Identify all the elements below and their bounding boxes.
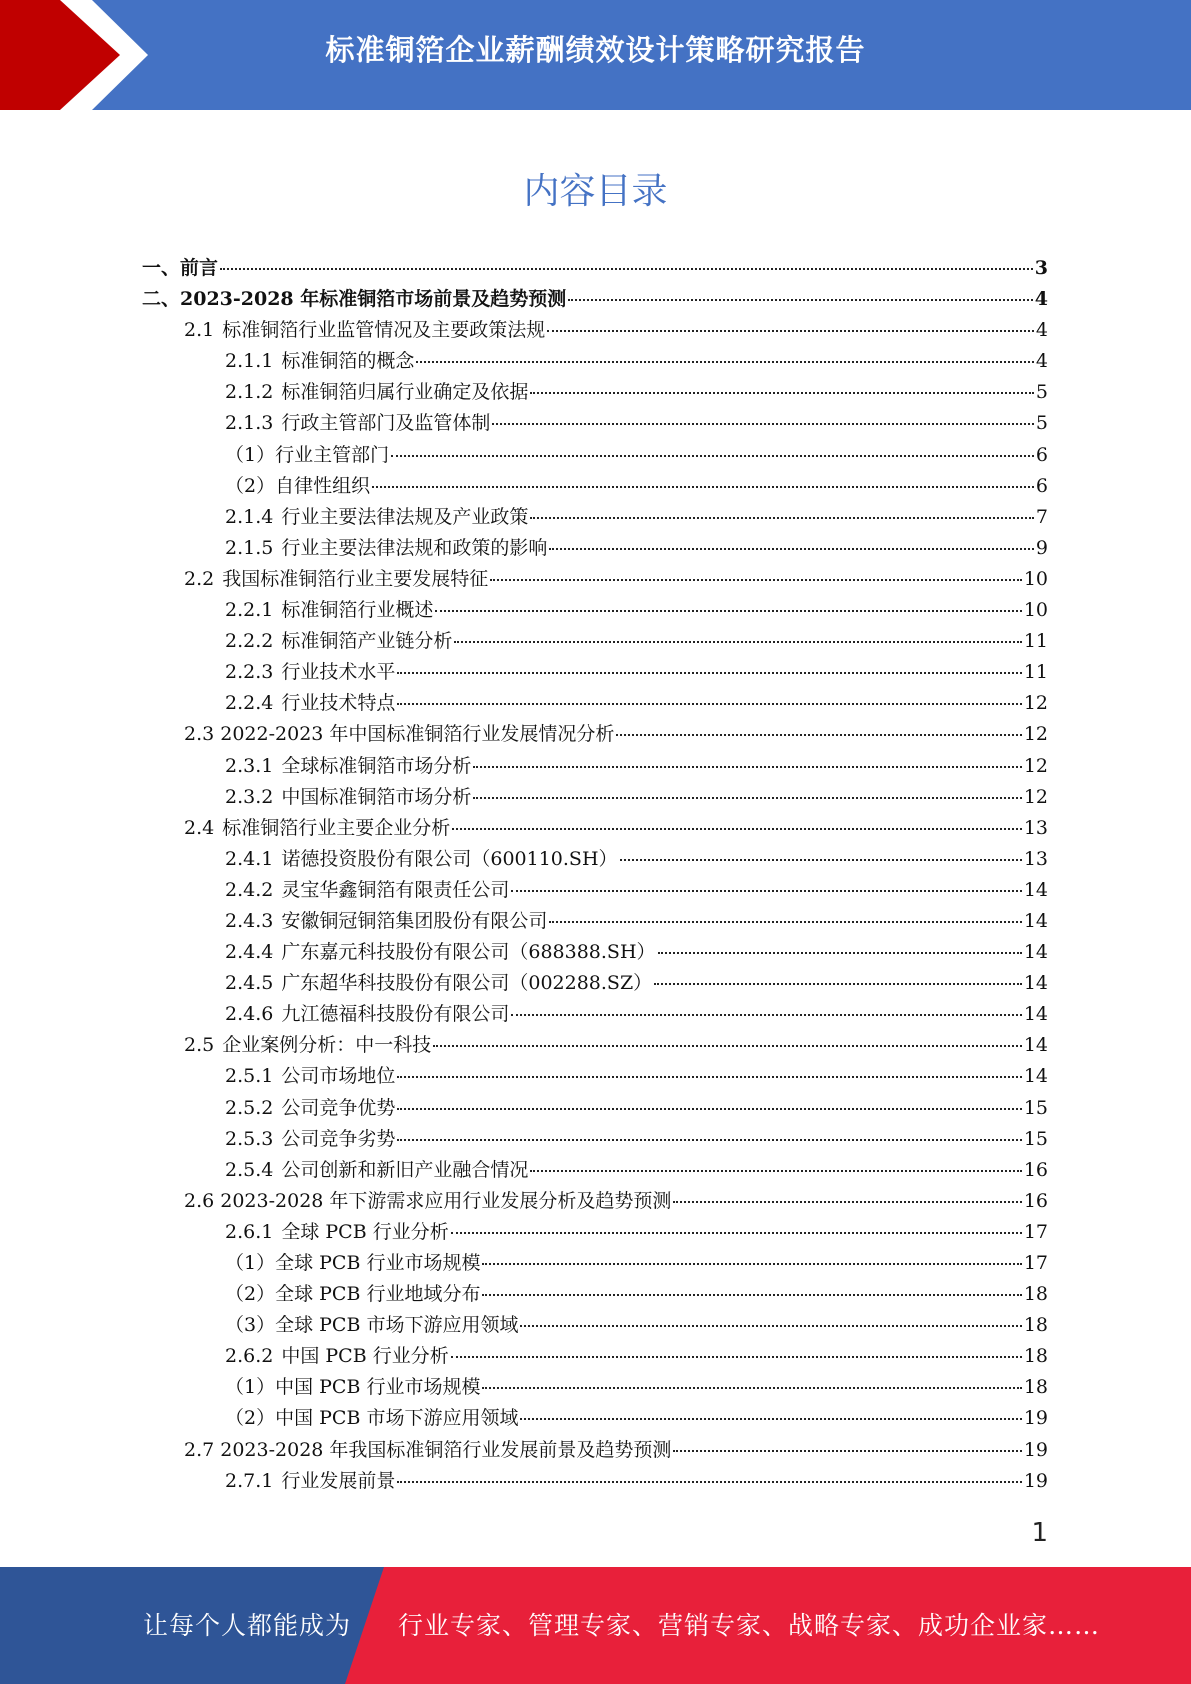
toc-entry-number: 2.1 (184, 319, 215, 342)
toc-dot-leader (482, 1263, 1021, 1265)
toc-dot-leader (451, 1232, 1022, 1234)
toc-dot-leader (397, 1108, 1021, 1110)
toc-entry-page: 10 (1023, 567, 1048, 590)
toc-dot-leader (473, 797, 1021, 799)
toc-entry-number: 2.1.1 (225, 350, 274, 373)
toc-dot-leader (435, 610, 1021, 612)
toc-entry-number: 2.2 (184, 567, 215, 590)
toc-entry-page: 15 (1023, 1096, 1048, 1119)
toc-entry[interactable] (142, 315, 1048, 346)
toc-entry[interactable] (142, 564, 1048, 595)
toc-entry[interactable] (142, 906, 1048, 937)
toc-entry-number: 2.5.3 (225, 1127, 274, 1150)
toc-entry-text: 行政主管部门及监管体制 (281, 412, 491, 435)
toc-dot-leader (490, 579, 1022, 581)
toc-dot-leader (568, 299, 1033, 301)
toc-entry-number: 2.5.4 (225, 1158, 274, 1181)
toc-entry[interactable] (142, 253, 1048, 284)
toc-entry-page: 15 (1023, 1127, 1048, 1150)
toc-entry[interactable] (142, 1093, 1048, 1124)
toc-entry[interactable] (142, 1341, 1048, 1372)
page-header (0, 0, 1191, 110)
toc-dot-leader (530, 392, 1034, 394)
toc-entry-text: 公司市场地位 (281, 1065, 396, 1088)
toc-dot-leader (492, 423, 1034, 425)
toc-entry[interactable] (142, 440, 1048, 471)
toc-entry-text: 全球 PCB 行业分析 (281, 1220, 449, 1243)
toc-entry[interactable] (142, 284, 1048, 315)
toc-entry-page: 5 (1035, 381, 1048, 404)
toc-entry[interactable] (142, 999, 1048, 1030)
toc-entry-text: 灵宝华鑫铜箔有限责任公司 (281, 878, 510, 901)
toc-dot-leader (549, 921, 1021, 923)
toc-dot-leader (416, 361, 1034, 363)
toc-entry[interactable] (142, 782, 1048, 813)
toc-entry-page: 17 (1023, 1220, 1048, 1243)
toc-entry-number: 2.2.2 (225, 630, 274, 653)
toc-entry-text: 标准铜箔归属行业确定及依据 (281, 381, 529, 404)
toc-entry-page: 7 (1035, 505, 1048, 528)
toc-dot-leader (397, 1076, 1021, 1078)
toc-dot-leader (658, 952, 1022, 954)
toc-entry-text: 公司竞争优势 (281, 1096, 396, 1119)
toc-entry-page: 14 (1023, 878, 1048, 901)
toc-entry-page: 4 (1034, 288, 1048, 311)
toc-entry-number: 2.7.1 (225, 1469, 274, 1492)
toc-entry-number: 2.4 (184, 816, 215, 839)
toc-entry-text: 2.6 2023-2028 年下游需求应用行业发展分析及趋势预测 (184, 1189, 672, 1212)
toc-entry[interactable] (142, 377, 1048, 408)
toc-entry-text: 企业案例分析：中一科技 (222, 1034, 432, 1057)
toc-entry-text: 安徽铜冠铜箔集团股份有限公司 (281, 909, 548, 932)
toc-entry[interactable] (142, 937, 1048, 968)
toc-entry-page: 4 (1035, 319, 1048, 342)
toc-entry-page: 17 (1023, 1252, 1048, 1274)
toc-entry-page: 6 (1035, 474, 1048, 497)
toc-entry-text: 广东超华科技股份有限公司（002288.SZ） (281, 972, 653, 995)
toc-dot-leader (372, 486, 1034, 488)
toc-entry-text: （1）全球 PCB 行业市场规模 (225, 1252, 481, 1274)
toc-dot-leader (520, 1418, 1021, 1420)
toc-entry[interactable] (142, 595, 1048, 626)
toc-entry-text: 标准铜箔行业监管情况及主要政策法规 (222, 319, 546, 342)
toc-entry-page: 12 (1023, 723, 1048, 746)
toc-entry[interactable] (142, 1372, 1048, 1403)
toc-entry-page: 18 (1023, 1283, 1048, 1306)
toc-entry[interactable] (142, 968, 1048, 999)
toc-entry[interactable] (142, 533, 1048, 564)
toc-entry-text: 2.7 2023-2028 年我国标准铜箔行业发展前景及趋势预测 (184, 1438, 672, 1461)
toc-entry-number: 2.3.2 (225, 785, 274, 808)
toc-entry[interactable] (142, 1155, 1048, 1186)
toc-entry-text: 行业技术特点 (281, 692, 396, 715)
toc-entry-text: 行业主要法律法规和政策的影响 (281, 536, 548, 559)
toc-entry[interactable] (142, 346, 1048, 377)
toc-entry-page: 12 (1023, 785, 1048, 808)
toc-entry[interactable] (142, 875, 1048, 906)
toc-entry-number: 2.2.3 (225, 661, 274, 684)
toc-entry-page: 11 (1023, 661, 1048, 684)
toc-entry-text: 标准铜箔行业概述 (281, 599, 434, 622)
toc-dot-leader (451, 1356, 1022, 1358)
toc-dot-leader (391, 455, 1034, 457)
toc-entry-page: 11 (1023, 630, 1048, 653)
toc-dot-leader (397, 1481, 1021, 1483)
page-number: 1 (1031, 1518, 1048, 1548)
toc-entry-text: 公司创新和新旧产业融合情况 (281, 1158, 529, 1181)
toc-dot-leader (397, 1139, 1021, 1141)
toc-entry[interactable] (142, 719, 1048, 750)
toc-entry-number: 2.1.5 (225, 536, 274, 559)
toc-entry-page: 4 (1035, 350, 1048, 373)
toc-entry[interactable] (142, 1030, 1048, 1061)
toc-entry-page: 6 (1035, 443, 1048, 466)
toc-entry-text: （1）中国 PCB 行业市场规模 (225, 1376, 481, 1399)
toc-entry[interactable] (142, 1403, 1048, 1434)
toc-entry[interactable] (142, 844, 1048, 875)
toc-entry-number: 2.1.3 (225, 412, 274, 435)
toc-entry-text: 中国 PCB 行业分析 (281, 1345, 449, 1368)
toc-entry-text: 行业主要法律法规及产业政策 (281, 505, 529, 528)
toc-entry[interactable] (142, 813, 1048, 844)
toc-dot-leader (673, 1450, 1021, 1452)
toc-entry-text: 2.3 2022-2023 年中国标准铜箔行业发展情况分析 (184, 723, 615, 746)
toc-entry-page: 9 (1035, 536, 1048, 559)
toc-entry-page: 14 (1023, 1065, 1048, 1088)
toc-dot-leader (530, 517, 1034, 519)
toc-dot-leader (482, 1294, 1021, 1296)
toc-entry-text: 诺德投资股份有限公司（600110.SH） (281, 847, 618, 870)
toc-entry-page: 3 (1034, 257, 1048, 279)
toc-entry-number: 2.4.6 (225, 1003, 274, 1026)
toc-dot-leader (220, 268, 1033, 270)
toc-entry-text: 九江德福科技股份有限公司 (281, 1003, 510, 1026)
toc-entry-number: 2.5 (184, 1034, 215, 1057)
toc-entry-page: 14 (1023, 1003, 1048, 1026)
toc-entry-page: 14 (1023, 909, 1048, 932)
toc-dot-leader (511, 890, 1021, 892)
toc-entry[interactable] (142, 626, 1048, 657)
toc-entry[interactable] (142, 502, 1048, 533)
toc-entry-number: 2.5.1 (225, 1065, 274, 1088)
toc-dot-leader (452, 828, 1022, 830)
toc-entry-text: 广东嘉元科技股份有限公司（688388.SH） (281, 941, 656, 964)
toc-dot-leader (530, 1170, 1021, 1172)
toc-entry-number: 2.6.2 (225, 1345, 274, 1368)
toc-entry-text: 行业技术水平 (281, 661, 396, 684)
toc-entry[interactable] (142, 657, 1048, 688)
toc-entry-number: 2.3.1 (225, 754, 274, 777)
toc-entry[interactable] (142, 1124, 1048, 1155)
toc-entry-page: 18 (1023, 1376, 1048, 1399)
toc-entry-number: 2.4.2 (225, 878, 274, 901)
toc-entry-page: 16 (1023, 1189, 1048, 1212)
toc-entry-number: 2.4.3 (225, 909, 274, 932)
toc-entry-text: 全球标准铜箔市场分析 (281, 754, 472, 777)
table-of-contents (142, 253, 1048, 1497)
toc-entry-page: 5 (1035, 412, 1048, 435)
toc-entry-text: 标准铜箔产业链分析 (281, 630, 453, 653)
toc-entry-page: 14 (1023, 972, 1048, 995)
page-footer (0, 1567, 1191, 1684)
toc-entry[interactable] (142, 1061, 1048, 1092)
toc-entry-page: 14 (1023, 1034, 1048, 1057)
toc-dot-leader (397, 672, 1021, 674)
toc-entry[interactable] (142, 1248, 1048, 1279)
toc-entry-number: 2.1.2 (225, 381, 274, 404)
toc-dot-leader (433, 1045, 1022, 1047)
toc-dot-leader (547, 330, 1034, 332)
toc-entry-text: 二、2023-2028 年标准铜箔市场前景及趋势预测 (142, 288, 567, 311)
toc-entry-number: 2.2.1 (225, 599, 274, 622)
toc-entry[interactable] (142, 471, 1048, 502)
toc-dot-leader (549, 548, 1034, 550)
toc-entry-page: 12 (1023, 692, 1048, 715)
toc-entry-text: （2）全球 PCB 行业地域分布 (225, 1283, 481, 1306)
toc-title: 内容目录 (523, 171, 668, 212)
toc-entry-text: 我国标准铜箔行业主要发展特征 (222, 567, 489, 590)
toc-entry[interactable] (142, 688, 1048, 719)
toc-entry-page: 10 (1023, 599, 1048, 622)
toc-entry-page: 16 (1023, 1158, 1048, 1181)
toc-dot-leader (520, 1325, 1021, 1327)
report-title: 标准铜箔企业薪酬绩效设计策略研究报告 (325, 33, 866, 67)
toc-entry-number: 2.4.4 (225, 941, 274, 964)
toc-entry-text: （1）行业主管部门 (225, 443, 390, 466)
toc-entry-text: 标准铜箔行业主要企业分析 (222, 816, 451, 839)
toc-entry[interactable] (142, 1310, 1048, 1341)
toc-entry-number: 2.5.2 (225, 1096, 274, 1119)
toc-dot-leader (654, 983, 1022, 985)
toc-dot-leader (473, 766, 1021, 768)
toc-entry-page: 18 (1023, 1345, 1048, 1368)
toc-entry-number: 2.4.5 (225, 972, 274, 995)
toc-dot-leader (620, 859, 1022, 861)
toc-entry-text: （2）自律性组织 (225, 474, 371, 497)
toc-entry-number: 2.2.4 (225, 692, 274, 715)
footer-slogan-right: 行业专家、管理专家、营销专家、战略专家、成功企业家…… (398, 1611, 1101, 1640)
toc-dot-leader (673, 1201, 1021, 1203)
toc-entry[interactable] (142, 1186, 1048, 1217)
footer-slogan-left: 让每个人都能成为 (143, 1611, 352, 1640)
toc-entry-page: 18 (1023, 1314, 1048, 1337)
toc-entry[interactable] (142, 1466, 1048, 1497)
toc-entry-page: 14 (1023, 941, 1048, 964)
toc-entry-text: （2）中国 PCB 市场下游应用领域 (225, 1407, 519, 1430)
toc-dot-leader (397, 703, 1021, 705)
toc-entry-text: 一、前言 (142, 257, 219, 279)
toc-entry-page: 19 (1023, 1438, 1048, 1461)
toc-entry-text: （3）全球 PCB 市场下游应用领域 (225, 1314, 519, 1337)
toc-entry[interactable] (142, 1435, 1048, 1466)
toc-entry[interactable] (142, 1217, 1048, 1248)
toc-dot-leader (482, 1387, 1021, 1389)
toc-dot-leader (616, 734, 1021, 736)
toc-entry[interactable] (142, 408, 1048, 439)
toc-entry-text: 公司竞争劣势 (281, 1127, 396, 1150)
toc-entry-text: 标准铜箔的概念 (281, 350, 415, 373)
toc-entry-text: 行业发展前景 (281, 1469, 396, 1492)
toc-entry-page: 12 (1023, 754, 1048, 777)
toc-entry-page: 19 (1023, 1407, 1048, 1430)
toc-entry-page: 13 (1023, 847, 1048, 870)
toc-entry-number: 2.1.4 (225, 505, 274, 528)
toc-entry-page: 13 (1023, 816, 1048, 839)
toc-dot-leader (454, 641, 1021, 643)
toc-entry[interactable] (142, 751, 1048, 782)
toc-entry[interactable] (142, 1279, 1048, 1310)
toc-entry-page: 19 (1023, 1469, 1048, 1492)
toc-entry-number: 2.6.1 (225, 1220, 274, 1243)
toc-dot-leader (511, 1014, 1021, 1016)
toc-entry-text: 中国标准铜箔市场分析 (281, 785, 472, 808)
toc-entry-number: 2.4.1 (225, 847, 274, 870)
